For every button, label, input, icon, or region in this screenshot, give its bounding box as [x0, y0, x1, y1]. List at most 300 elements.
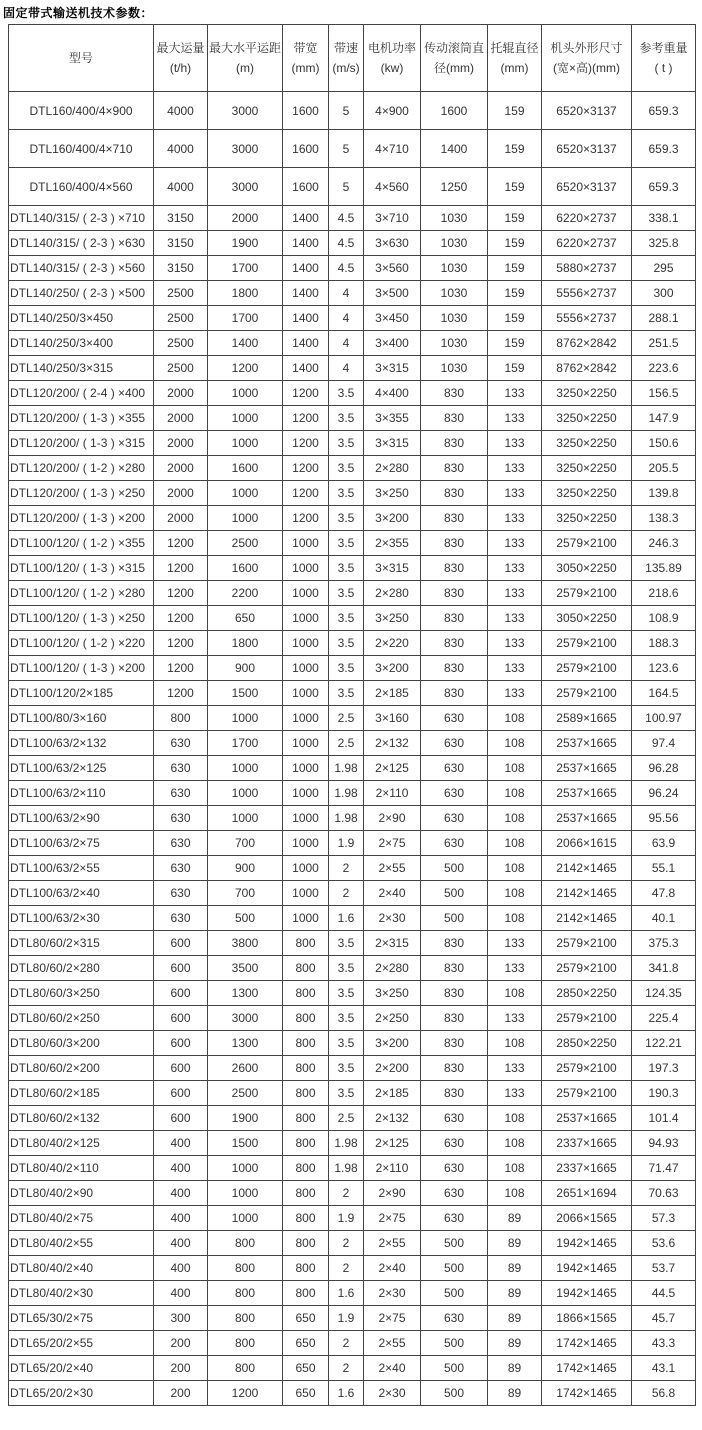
model-cell: DTL120/200/ ( 1-3 ) ×315	[9, 431, 154, 456]
value-cell: 3.5	[329, 981, 364, 1006]
value-cell: 97.4	[632, 731, 696, 756]
value-cell: 3000	[208, 1006, 283, 1031]
value-cell: 800	[208, 1231, 283, 1256]
table-row	[9, 206, 696, 231]
value-cell: 3250×2250	[542, 381, 632, 406]
model-cell: DTL100/120/ ( 1-2 ) ×355	[9, 531, 154, 556]
column-header	[154, 25, 208, 92]
value-cell: 1400	[283, 306, 329, 331]
value-cell: 133	[488, 506, 542, 531]
value-cell: 5	[329, 168, 364, 206]
value-cell: 1300	[208, 981, 283, 1006]
value-cell: 3150	[154, 231, 208, 256]
value-cell: 89	[488, 1381, 542, 1406]
value-cell: 159	[488, 331, 542, 356]
value-cell: 1200	[208, 356, 283, 381]
value-cell: 1200	[154, 631, 208, 656]
value-cell: 101.4	[632, 1106, 696, 1131]
value-cell: 650	[283, 1306, 329, 1331]
value-cell: 1866×1565	[542, 1306, 632, 1331]
value-cell: 108	[488, 856, 542, 881]
value-cell: 3050×2250	[542, 606, 632, 631]
value-cell: 89	[488, 1256, 542, 1281]
value-cell: 53.6	[632, 1231, 696, 1256]
value-cell: 2000	[154, 431, 208, 456]
value-cell: 830	[421, 581, 488, 606]
table-row	[9, 331, 696, 356]
value-cell: 2	[329, 1256, 364, 1281]
value-cell: 200	[154, 1331, 208, 1356]
value-cell: 3150	[154, 256, 208, 281]
value-cell: 3.5	[329, 956, 364, 981]
value-cell: 108	[488, 731, 542, 756]
value-cell: 2×132	[364, 1106, 421, 1131]
value-cell: 89	[488, 1356, 542, 1381]
value-cell: 3.5	[329, 381, 364, 406]
value-cell: 900	[208, 656, 283, 681]
value-cell: 1500	[208, 1131, 283, 1156]
value-cell: 2×220	[364, 631, 421, 656]
value-cell: 2579×2100	[542, 531, 632, 556]
table-row	[9, 1056, 696, 1081]
value-cell: 159	[488, 130, 542, 168]
value-cell: 830	[421, 1056, 488, 1081]
value-cell: 3.5	[329, 531, 364, 556]
value-cell: 5880×2737	[542, 256, 632, 281]
value-cell: 2×75	[364, 1306, 421, 1331]
column-header-label: 最大水平运距	[208, 41, 281, 55]
value-cell: 188.3	[632, 631, 696, 656]
column-header-label: 带速	[333, 41, 358, 55]
value-cell: 6520×3137	[542, 168, 632, 206]
column-header-unit: (m/s)	[332, 61, 360, 75]
value-cell: 2×30	[364, 1281, 421, 1306]
value-cell: 3×630	[364, 231, 421, 256]
value-cell: 5556×2737	[542, 281, 632, 306]
value-cell: 3×400	[364, 331, 421, 356]
value-cell: 3×560	[364, 256, 421, 281]
value-cell: 4×710	[364, 130, 421, 168]
table-row	[9, 906, 696, 931]
column-header-unit: ( t )	[654, 61, 673, 75]
value-cell: 1000	[283, 656, 329, 681]
value-cell: 830	[421, 681, 488, 706]
column-header	[364, 25, 421, 92]
model-cell: DTL80/40/2×55	[9, 1231, 154, 1256]
model-cell: DTL100/63/2×110	[9, 781, 154, 806]
value-cell: 2850×2250	[542, 1031, 632, 1056]
value-cell: 1942×1465	[542, 1256, 632, 1281]
table-row	[9, 92, 696, 130]
value-cell: 2337×1665	[542, 1131, 632, 1156]
value-cell: 2×315	[364, 931, 421, 956]
model-cell: DTL140/250/ ( 2-3 ) ×500	[9, 281, 154, 306]
value-cell: 3.5	[329, 506, 364, 531]
value-cell: 2500	[208, 1081, 283, 1106]
value-cell: 1000	[283, 681, 329, 706]
value-cell: 197.3	[632, 1056, 696, 1081]
value-cell: 2×90	[364, 1181, 421, 1206]
value-cell: 1200	[154, 556, 208, 581]
value-cell: 500	[421, 856, 488, 881]
value-cell: 133	[488, 406, 542, 431]
value-cell: 1030	[421, 356, 488, 381]
value-cell: 1000	[283, 631, 329, 656]
table-row	[9, 130, 696, 168]
table-row	[9, 806, 696, 831]
value-cell: 2579×2100	[542, 681, 632, 706]
value-cell: 2537×1665	[542, 781, 632, 806]
value-cell: 1942×1465	[542, 1231, 632, 1256]
value-cell: 288.1	[632, 306, 696, 331]
value-cell: 218.6	[632, 581, 696, 606]
value-cell: 830	[421, 1081, 488, 1106]
value-cell: 630	[154, 856, 208, 881]
value-cell: 1200	[154, 606, 208, 631]
value-cell: 139.8	[632, 481, 696, 506]
value-cell: 800	[283, 1006, 329, 1031]
table-row	[9, 531, 696, 556]
model-cell: DTL80/40/2×90	[9, 1181, 154, 1206]
model-cell: DTL100/80/3×160	[9, 706, 154, 731]
value-cell: 133	[488, 456, 542, 481]
value-cell: 2×132	[364, 731, 421, 756]
value-cell: 108	[488, 706, 542, 731]
value-cell: 2337×1665	[542, 1156, 632, 1181]
value-cell: 1030	[421, 256, 488, 281]
table-row	[9, 556, 696, 581]
value-cell: 800	[208, 1331, 283, 1356]
value-cell: 2579×2100	[542, 631, 632, 656]
column-header-unit: (kw)	[380, 61, 404, 75]
value-cell: 1.9	[329, 1306, 364, 1331]
model-cell: DTL100/63/2×132	[9, 731, 154, 756]
value-cell: 1600	[283, 92, 329, 130]
value-cell: 1030	[421, 331, 488, 356]
value-cell: 2×125	[364, 756, 421, 781]
value-cell: 800	[283, 1206, 329, 1231]
value-cell: 108	[488, 806, 542, 831]
value-cell: 2142×1465	[542, 856, 632, 881]
value-cell: 108	[488, 881, 542, 906]
value-cell: 45.7	[632, 1306, 696, 1331]
page-title: 固定带式输送机技术参数：	[3, 6, 154, 20]
value-cell: 47.8	[632, 881, 696, 906]
value-cell: 2500	[154, 306, 208, 331]
value-cell: 133	[488, 381, 542, 406]
value-cell: 2×355	[364, 531, 421, 556]
value-cell: 2000	[154, 506, 208, 531]
value-cell: 1000	[283, 606, 329, 631]
value-cell: 630	[421, 1156, 488, 1181]
value-cell: 2537×1665	[542, 731, 632, 756]
value-cell: 251.5	[632, 331, 696, 356]
value-cell: 650	[283, 1356, 329, 1381]
value-cell: 2	[329, 881, 364, 906]
value-cell: 133	[488, 556, 542, 581]
value-cell: 159	[488, 231, 542, 256]
value-cell: 341.8	[632, 956, 696, 981]
value-cell: 400	[154, 1281, 208, 1306]
column-header-label: 托辊直径	[490, 41, 539, 55]
value-cell: 830	[421, 506, 488, 531]
value-cell: 3500	[208, 956, 283, 981]
value-cell: 1000	[208, 481, 283, 506]
value-cell: 630	[154, 756, 208, 781]
table-row	[9, 1331, 696, 1356]
value-cell: 600	[154, 931, 208, 956]
value-cell: 205.5	[632, 456, 696, 481]
value-cell: 1700	[208, 306, 283, 331]
value-cell: 55.1	[632, 856, 696, 881]
value-cell: 500	[421, 906, 488, 931]
value-cell: 830	[421, 531, 488, 556]
value-cell: 630	[421, 731, 488, 756]
value-cell: 133	[488, 1006, 542, 1031]
value-cell: 89	[488, 1331, 542, 1356]
value-cell: 4	[329, 281, 364, 306]
value-cell: 400	[154, 1206, 208, 1231]
column-header-unit: (mm)	[500, 61, 529, 75]
value-cell: 2	[329, 1231, 364, 1256]
value-cell: 1400	[283, 281, 329, 306]
value-cell: 1200	[154, 681, 208, 706]
model-cell: DTL100/120/2×185	[9, 681, 154, 706]
value-cell: 1400	[283, 256, 329, 281]
value-cell: 630	[421, 781, 488, 806]
value-cell: 800	[208, 1356, 283, 1381]
value-cell: 830	[421, 656, 488, 681]
table-row	[9, 256, 696, 281]
value-cell: 225.4	[632, 1006, 696, 1031]
value-cell: 89	[488, 1306, 542, 1331]
value-cell: 830	[421, 456, 488, 481]
value-cell: 40.1	[632, 906, 696, 931]
value-cell: 600	[154, 1106, 208, 1131]
value-cell: 3250×2250	[542, 431, 632, 456]
value-cell: 96.24	[632, 781, 696, 806]
table-row	[9, 981, 696, 1006]
value-cell: 1900	[208, 1106, 283, 1131]
table-row	[9, 1081, 696, 1106]
value-cell: 800	[208, 1281, 283, 1306]
value-cell: 1250	[421, 168, 488, 206]
value-cell: 2×280	[364, 956, 421, 981]
value-cell: 2537×1665	[542, 1106, 632, 1131]
value-cell: 3.5	[329, 581, 364, 606]
value-cell: 630	[154, 781, 208, 806]
value-cell: 4×400	[364, 381, 421, 406]
value-cell: 1200	[208, 1381, 283, 1406]
value-cell: 1900	[208, 231, 283, 256]
value-cell: 3.5	[329, 481, 364, 506]
value-cell: 630	[421, 1306, 488, 1331]
value-cell: 650	[208, 606, 283, 631]
table-row	[9, 406, 696, 431]
column-header	[542, 25, 632, 92]
value-cell: 830	[421, 406, 488, 431]
value-cell: 1000	[283, 906, 329, 931]
value-cell: 1500	[208, 681, 283, 706]
table-row	[9, 481, 696, 506]
value-cell: 53.7	[632, 1256, 696, 1281]
value-cell: 2	[329, 1331, 364, 1356]
value-cell: 6520×3137	[542, 130, 632, 168]
value-cell: 156.5	[632, 381, 696, 406]
value-cell: 94.93	[632, 1131, 696, 1156]
value-cell: 500	[421, 1231, 488, 1256]
column-header	[488, 25, 542, 92]
value-cell: 2579×2100	[542, 1081, 632, 1106]
model-cell: DTL100/63/2×30	[9, 906, 154, 931]
value-cell: 4.5	[329, 256, 364, 281]
value-cell: 159	[488, 256, 542, 281]
column-header	[421, 25, 488, 92]
value-cell: 1000	[208, 1156, 283, 1181]
value-cell: 133	[488, 656, 542, 681]
value-cell: 1000	[208, 406, 283, 431]
value-cell: 95.56	[632, 806, 696, 831]
value-cell: 2×280	[364, 581, 421, 606]
value-cell: 2600	[208, 1056, 283, 1081]
value-cell: 133	[488, 531, 542, 556]
value-cell: 800	[283, 1056, 329, 1081]
table-row	[9, 1006, 696, 1031]
value-cell: 1000	[208, 431, 283, 456]
value-cell: 70.63	[632, 1181, 696, 1206]
value-cell: 2000	[208, 206, 283, 231]
value-cell: 3×250	[364, 481, 421, 506]
value-cell: 3050×2250	[542, 556, 632, 581]
value-cell: 159	[488, 306, 542, 331]
table-row	[9, 631, 696, 656]
value-cell: 1300	[208, 1031, 283, 1056]
value-cell: 1030	[421, 206, 488, 231]
table-row	[9, 756, 696, 781]
value-cell: 800	[283, 1106, 329, 1131]
value-cell: 800	[283, 1131, 329, 1156]
model-cell: DTL100/120/ ( 1-2 ) ×220	[9, 631, 154, 656]
value-cell: 3250×2250	[542, 456, 632, 481]
value-cell: 133	[488, 956, 542, 981]
model-cell: DTL120/200/ ( 1-3 ) ×200	[9, 506, 154, 531]
value-cell: 600	[154, 956, 208, 981]
value-cell: 108	[488, 1031, 542, 1056]
value-cell: 4	[329, 306, 364, 331]
table-row	[9, 606, 696, 631]
value-cell: 1030	[421, 231, 488, 256]
value-cell: 800	[283, 1181, 329, 1206]
value-cell: 3.5	[329, 656, 364, 681]
value-cell: 1.98	[329, 756, 364, 781]
value-cell: 200	[154, 1356, 208, 1381]
value-cell: 108	[488, 1131, 542, 1156]
header-row	[9, 25, 696, 92]
value-cell: 630	[421, 706, 488, 731]
value-cell: 6220×2737	[542, 206, 632, 231]
value-cell: 1000	[283, 531, 329, 556]
value-cell: 3.5	[329, 1081, 364, 1106]
column-header	[9, 25, 154, 92]
value-cell: 159	[488, 356, 542, 381]
table-row	[9, 1131, 696, 1156]
model-cell: DTL100/63/2×75	[9, 831, 154, 856]
value-cell: 3.5	[329, 406, 364, 431]
value-cell: 3.5	[329, 1056, 364, 1081]
model-cell: DTL100/120/ ( 1-3 ) ×250	[9, 606, 154, 631]
value-cell: 1000	[283, 806, 329, 831]
value-cell: 1030	[421, 281, 488, 306]
value-cell: 133	[488, 431, 542, 456]
value-cell: 800	[283, 1081, 329, 1106]
value-cell: 4000	[154, 130, 208, 168]
value-cell: 2×40	[364, 1256, 421, 1281]
value-cell: 56.8	[632, 1381, 696, 1406]
value-cell: 3×315	[364, 556, 421, 581]
column-header-unit: (t/h)	[169, 61, 192, 75]
value-cell: 3×710	[364, 206, 421, 231]
value-cell: 3150	[154, 206, 208, 231]
model-cell: DTL100/63/2×125	[9, 756, 154, 781]
value-cell: 2651×1694	[542, 1181, 632, 1206]
model-cell: DTL80/40/2×110	[9, 1156, 154, 1181]
value-cell: 108	[488, 906, 542, 931]
value-cell: 1700	[208, 256, 283, 281]
value-cell: 1000	[283, 831, 329, 856]
value-cell: 3.5	[329, 431, 364, 456]
value-cell: 1200	[154, 531, 208, 556]
value-cell: 295	[632, 256, 696, 281]
value-cell: 300	[154, 1306, 208, 1331]
value-cell: 700	[208, 881, 283, 906]
value-cell: 1600	[283, 168, 329, 206]
value-cell: 2579×2100	[542, 656, 632, 681]
value-cell: 2537×1665	[542, 756, 632, 781]
value-cell: 3.5	[329, 631, 364, 656]
value-cell: 3000	[208, 168, 283, 206]
value-cell: 1600	[208, 556, 283, 581]
value-cell: 223.6	[632, 356, 696, 381]
value-cell: 3800	[208, 931, 283, 956]
value-cell: 200	[154, 1381, 208, 1406]
value-cell: 600	[154, 981, 208, 1006]
value-cell: 3×200	[364, 1031, 421, 1056]
value-cell: 57.3	[632, 1206, 696, 1231]
value-cell: 630	[154, 906, 208, 931]
model-cell: DTL100/120/ ( 1-3 ) ×200	[9, 656, 154, 681]
value-cell: 1.6	[329, 1381, 364, 1406]
value-cell: 1800	[208, 631, 283, 656]
value-cell: 3.5	[329, 556, 364, 581]
value-cell: 1600	[421, 92, 488, 130]
value-cell: 135.89	[632, 556, 696, 581]
table-row	[9, 231, 696, 256]
value-cell: 830	[421, 981, 488, 1006]
value-cell: 900	[208, 856, 283, 881]
value-cell: 630	[154, 806, 208, 831]
value-cell: 830	[421, 556, 488, 581]
value-cell: 3.5	[329, 1031, 364, 1056]
value-cell: 1.98	[329, 1131, 364, 1156]
value-cell: 500	[421, 1256, 488, 1281]
value-cell: 4000	[154, 92, 208, 130]
model-cell: DTL100/63/2×40	[9, 881, 154, 906]
value-cell: 800	[154, 706, 208, 731]
value-cell: 5	[329, 92, 364, 130]
value-cell: 2.5	[329, 706, 364, 731]
value-cell: 1000	[208, 806, 283, 831]
value-cell: 2579×2100	[542, 1056, 632, 1081]
